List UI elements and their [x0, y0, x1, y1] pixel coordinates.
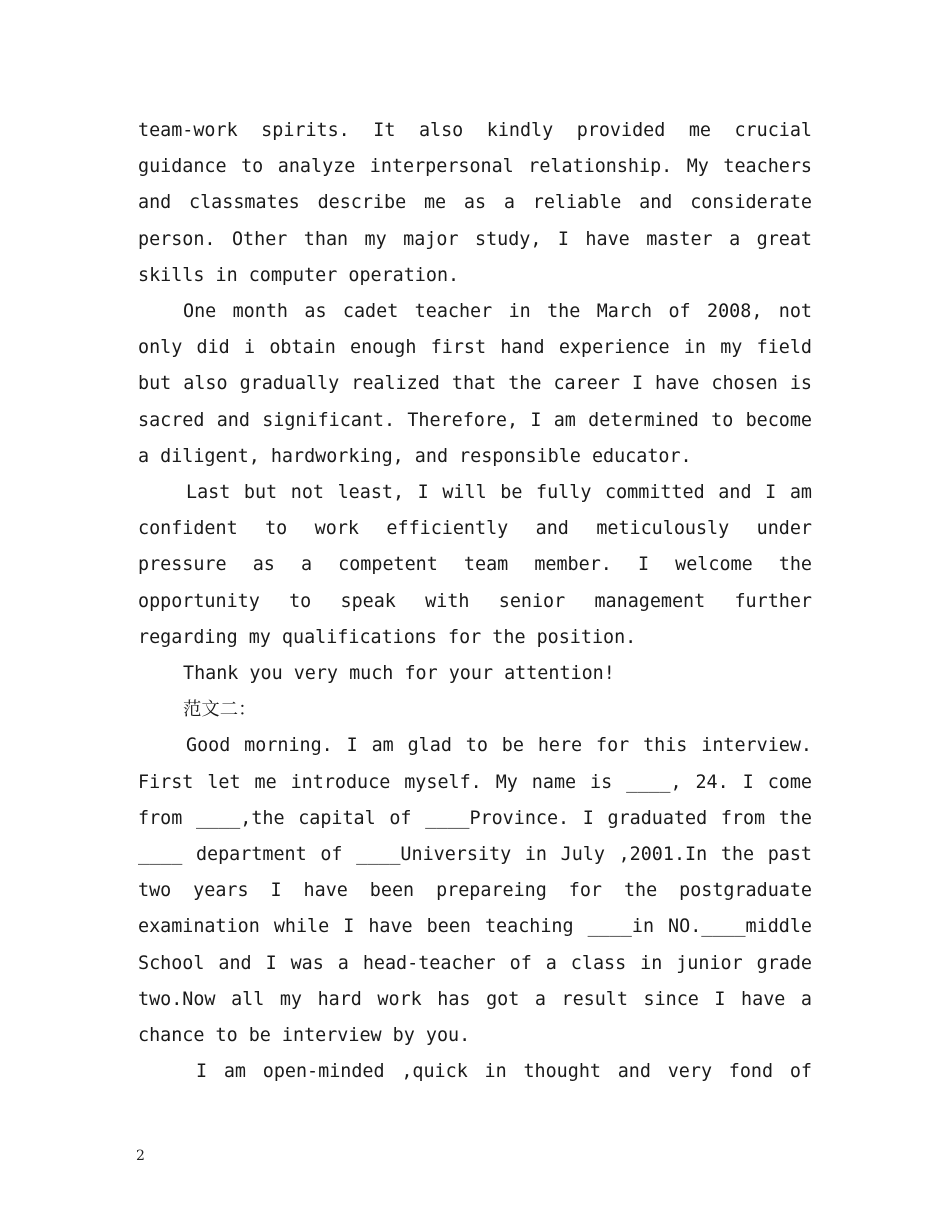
page-number: 2 [136, 1148, 145, 1164]
paragraph-cadet-teacher: One month as cadet teacher in the March of 2008, not only did i obtain enough first hand experience in my field but also gradually realized that the career I have chosen is sacred and significant. Therefore, I am determined to become a diligent, hardworking, and responsible educator. [138, 301, 812, 467]
paragraph-good-morning: Good morning. I am glad to be here for this interview. First let me introduce myself. My name is ____, 24. I come from ____,the capital of ____Province. I graduated from the ____ department of ____University in July ,2001.In the past two years I have been prepareing for the postgraduate examination while I have been teaching ____in NO.____middle School and I was a head-teacher of a class in junior grade two.Now all my hard work has got a result since I have a chance to be interview by you. [138, 735, 812, 1047]
paragraph-open-minded: I am open-minded ,quick in thought and very fond of [196, 1061, 812, 1083]
section-heading-sample-two: 范文二： [183, 699, 257, 721]
paragraph-continuation: team-work spirits. It also kindly provided me crucial guidance to analyze interpersonal relationship. My teachers and classmates describe me as a reliable and considerate person. Other than my major study, I have master a great skills in computer operation. [138, 120, 812, 286]
paragraph-last-but-not-least: Last but not least, I will be fully committed and I am confident to work efficiently and meticulously under pressure as a competent team member. I welcome the opportunity to speak with senior management further regarding my qualifications for the position. [138, 482, 812, 648]
body-text [138, 113, 812, 1090]
paragraph-thank-you: Thank you very much for your attention! [183, 663, 615, 685]
